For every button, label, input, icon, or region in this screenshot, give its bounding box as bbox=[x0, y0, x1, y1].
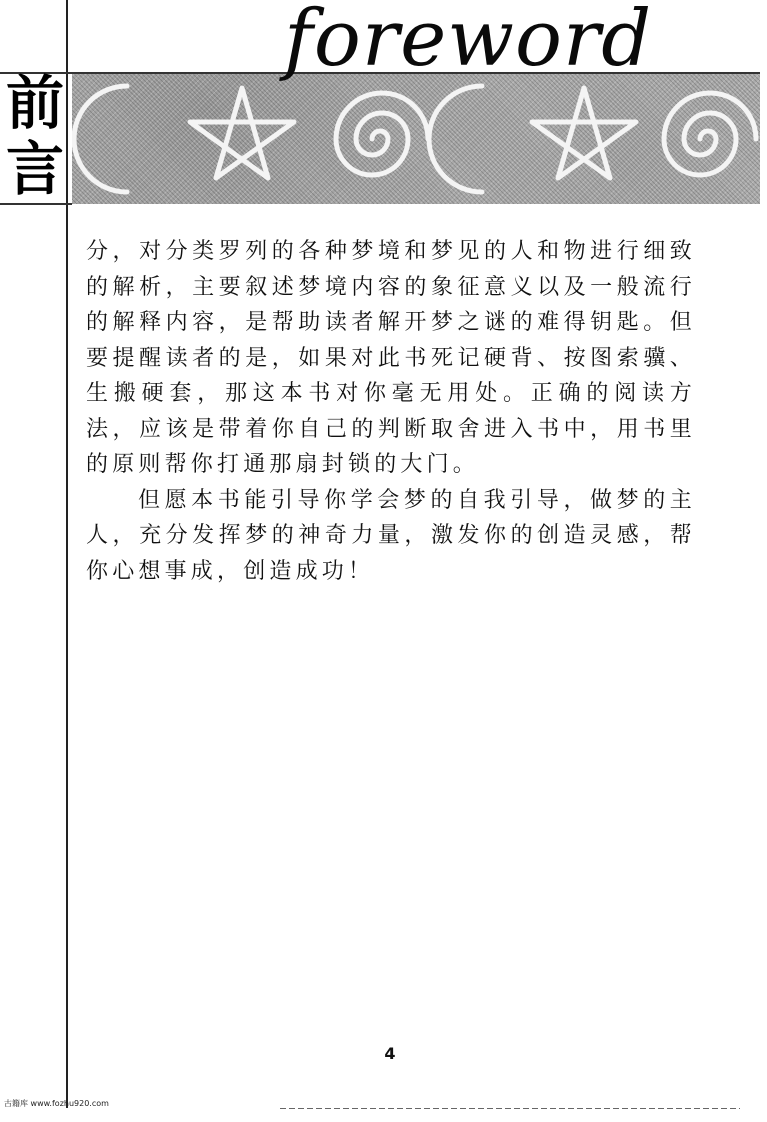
banner-bottom-rule bbox=[0, 203, 72, 205]
left-margin-rule bbox=[66, 0, 68, 1108]
chapter-title-vertical bbox=[6, 70, 66, 202]
spiral-icon bbox=[336, 93, 428, 175]
foreword-title: foreword bbox=[284, 0, 653, 84]
crescent-moon-icon bbox=[429, 86, 482, 192]
moon-star-spiral-pattern bbox=[72, 74, 760, 204]
spiral-icon bbox=[664, 93, 756, 175]
paragraph: 但愿本书能引导你学会梦的自我引导，做梦的主人，充分发挥梦的神奇力量，激发你的创造灵感，帮你心想事成，创造成功！ bbox=[86, 487, 696, 584]
crescent-moon-icon bbox=[74, 86, 127, 192]
page-number: 4 bbox=[384, 1044, 396, 1063]
chapter-title-char: 言 bbox=[6, 135, 65, 203]
footer-dotted-rule bbox=[280, 1108, 740, 1109]
site-watermark: 古籍库 www.fozhu920.com bbox=[4, 1099, 109, 1108]
star-icon bbox=[190, 88, 294, 178]
star-icon bbox=[532, 88, 636, 178]
chapter-title-char: 前 bbox=[6, 69, 65, 137]
paragraph: 分，对分类罗列的各种梦境和梦见的人和物进行细致的解析，主要叙述梦境内容的象征意义以及一般流行的解释内容，是帮助读者解开梦之谜的难得钥匙。但要提醒读者的是，如果对此书死记硬背、按图索骥、生搬硬套，那这本书对你毫无用处。正确的阅读方法，应该是带着你自己的判断取舍进入书中，用书里的原则帮你打通那扇封锁的大门。 bbox=[86, 239, 696, 477]
body-text bbox=[86, 234, 696, 589]
decorative-banner bbox=[72, 74, 760, 204]
